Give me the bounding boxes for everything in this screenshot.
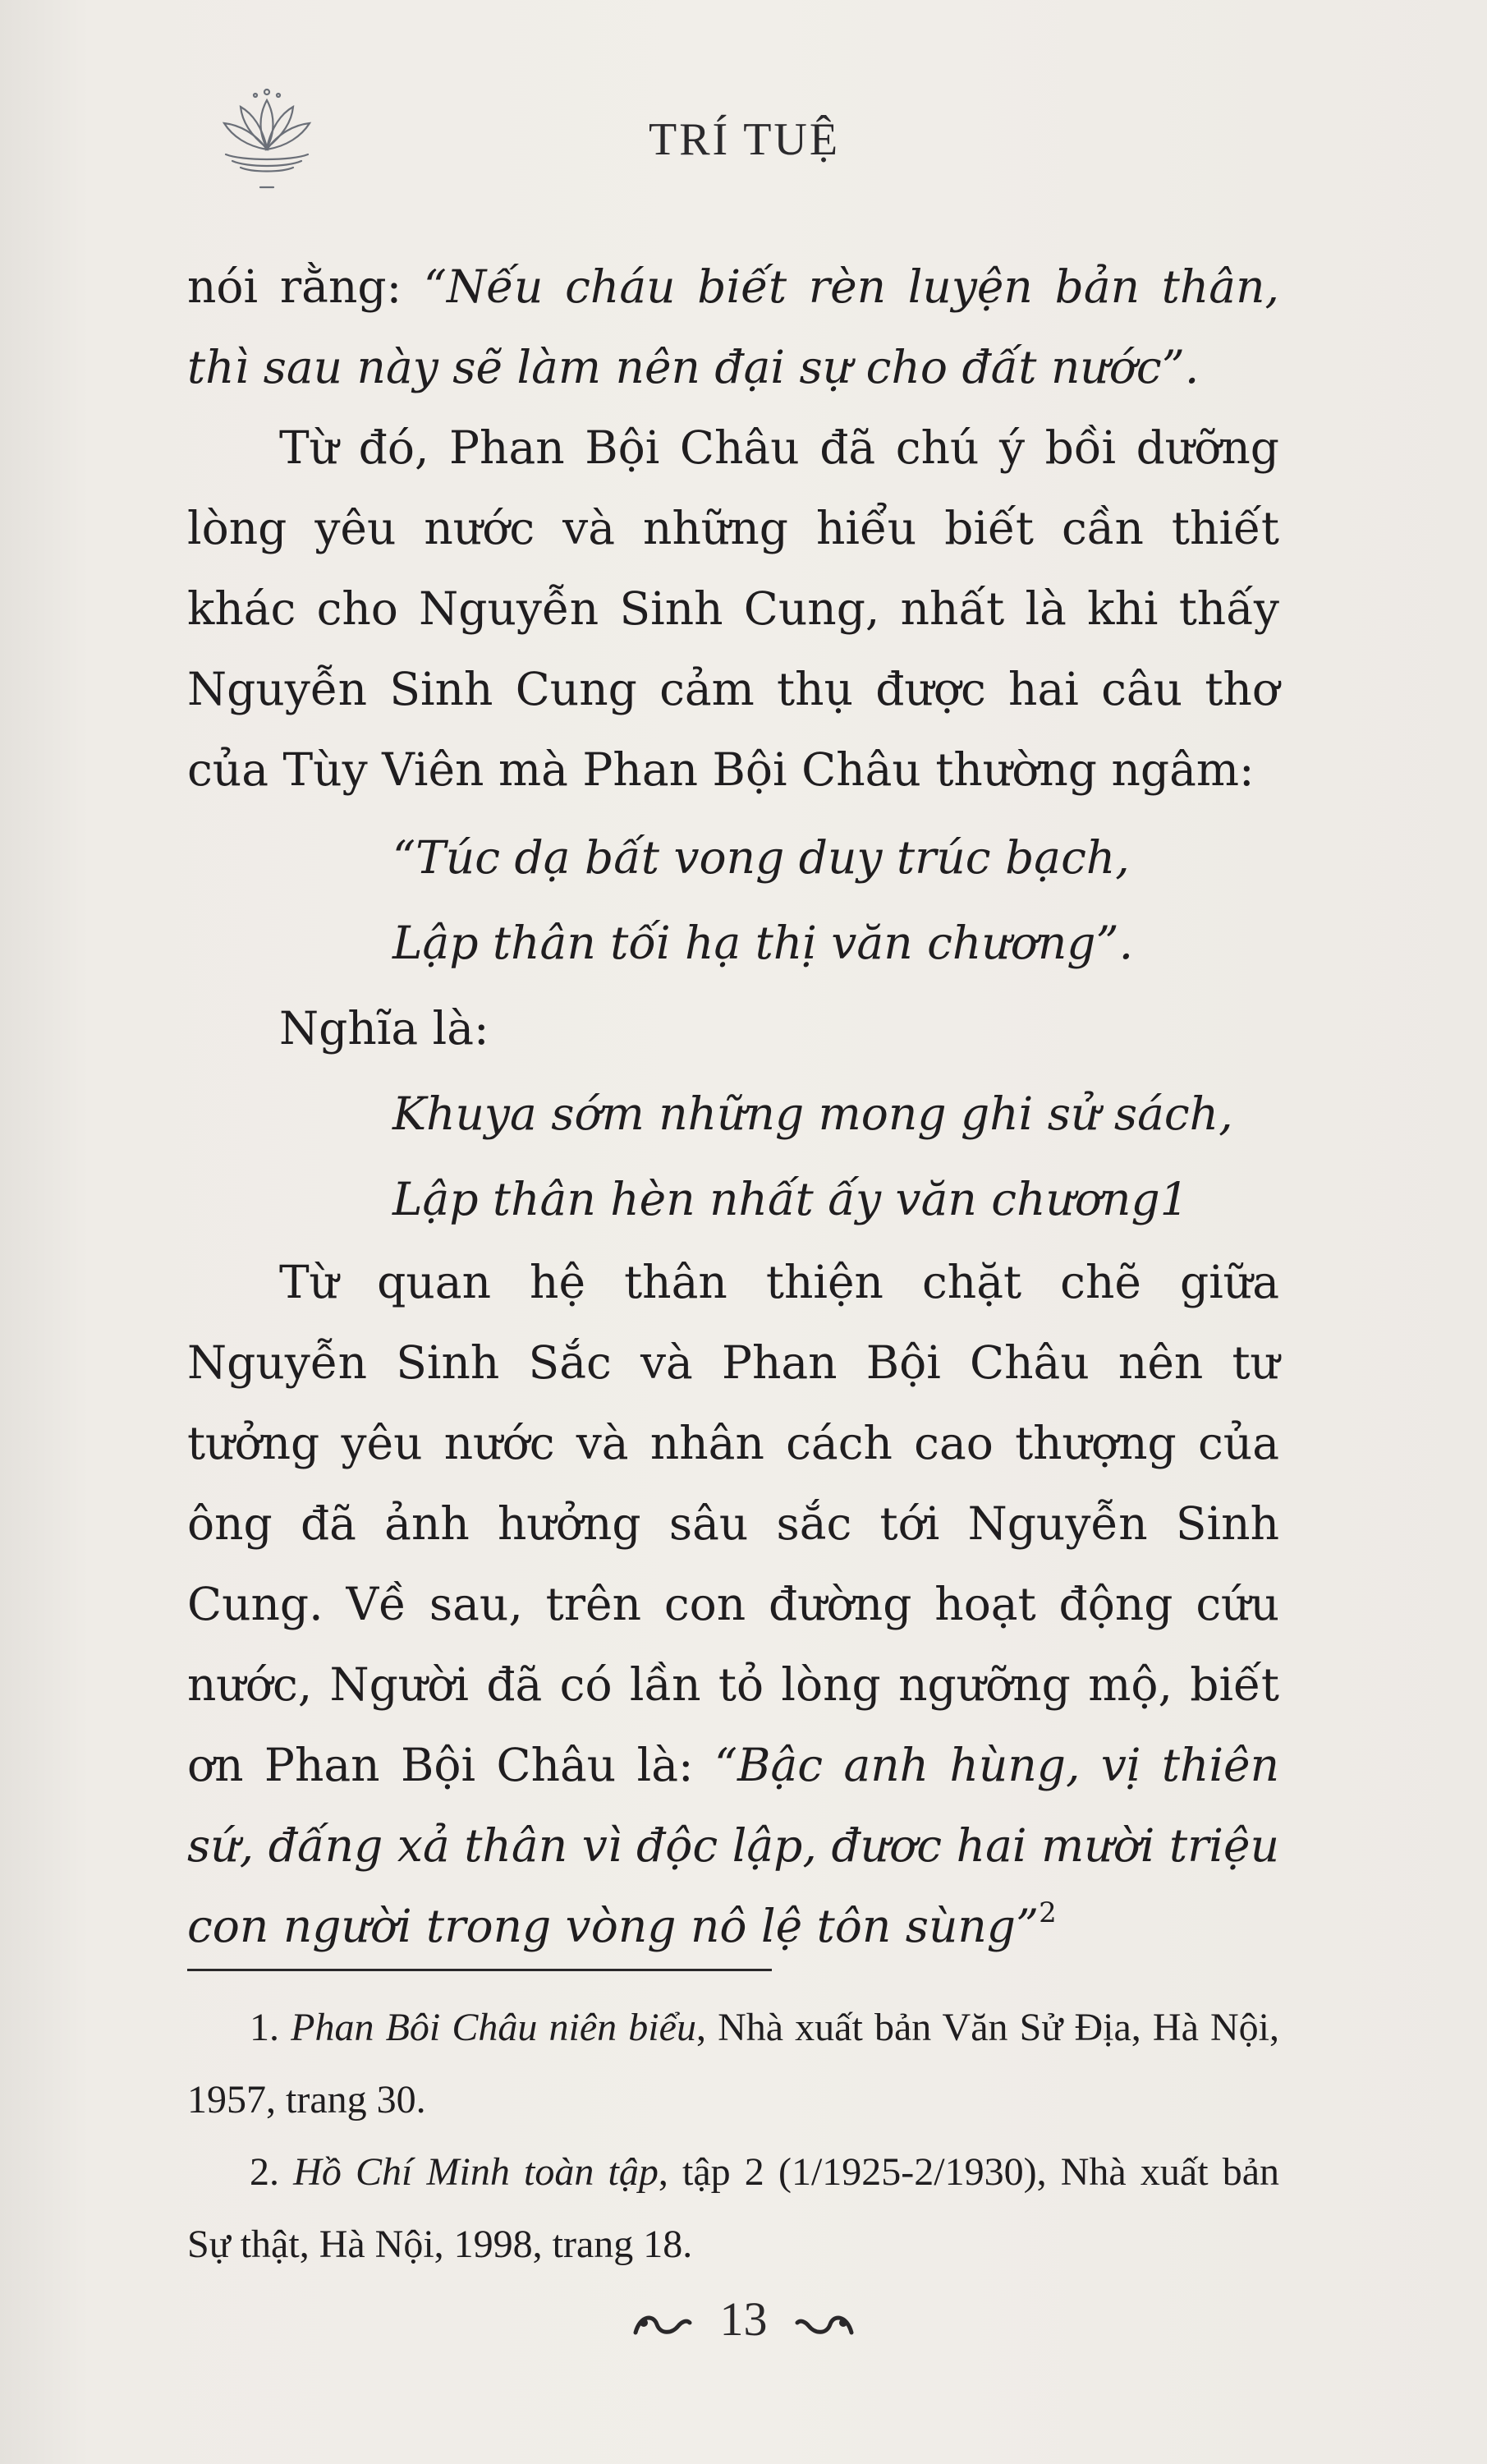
footnote-2-rest: , tập 2 (1/1925-2/1930), Nhà xuất bản Sự thật, Hà Nội, 1998, trang 18. <box>187 2150 1280 2266</box>
page-footer <box>0 2292 1487 2347</box>
verse-1-line-1: “Túc dạ bất vong duy trúc bạch, <box>392 831 1130 884</box>
verse-2-line-2: Lập thân hèn nhất ấy văn chương1 <box>392 1173 1189 1225</box>
paragraph-3-quote: “Bậc anh hùng, vị thiên sứ, đấng xả thân vì độc lập, đươc hai mười triệu con người trong vòng nô lệ tôn sùng” <box>187 1739 1280 1952</box>
footnote-ref-2: 2 <box>1039 1896 1057 1929</box>
verse-1-line-2: Lập thân tối hạ thị văn chương”. <box>392 917 1134 969</box>
running-title: TRÍ TUỆ <box>649 114 841 165</box>
paragraph-1-quote: “Nếu cháu biết rèn luyện bản thân, thì sau này sẽ làm nên đại sự cho đất nước”. <box>187 260 1279 393</box>
page-number: 13 <box>719 2292 768 2346</box>
meaning-label: Nghĩa là: <box>279 1002 489 1055</box>
verse-2-line-1: Khuya sớm những mong ghi sử sách, <box>392 1087 1233 1140</box>
flourish-left-icon <box>632 2308 693 2341</box>
page-header <box>0 82 1487 205</box>
footnote-divider <box>187 1969 772 1971</box>
paragraph-3-lead: Từ quan hệ thân thiện chặt chẽ giữa Nguyễn Sinh Sắc và Phan Bội Châu nên tư tưởng yêu nước và nhân cách cao thượng của ông đã ảnh hưởng sâu sắc tới Nguyễn Sinh Cung. Về sau, trên con đường hoạt động cứu nước, Người đã có lần tỏ lòng ngưỡng mộ, biết ơn Phan Bội Châu là: <box>187 1256 1279 1791</box>
paragraph-1 <box>187 246 1279 407</box>
footnote-2 <box>187 2136 1279 2281</box>
footnote-1-rest: , Nhà xuất bản Văn Sử Địa, Hà Nội, 1957, trang 30. <box>187 2006 1280 2122</box>
body-text <box>187 246 1279 1966</box>
paragraph-2: Từ đó, Phan Bội Châu đã chú ý bồi dưỡng lòng yêu nước và những hiểu biết cần thiết khác cho Nguyễn Sinh Cung, nhất là khi thấy Nguyễn Sinh Cung cảm thụ được hai câu thơ của Tùy Viên mà Phan Bội Châu thường ngâm: <box>187 421 1279 796</box>
footnote-1-number: 1. <box>250 2006 291 2049</box>
lotus-icon <box>209 82 324 197</box>
flourish-right-icon <box>794 2308 855 2341</box>
paragraph-1-lead: nói rằng: <box>187 260 424 313</box>
footnote-1 <box>187 1992 1279 2136</box>
paragraph-3 <box>187 1242 1279 1966</box>
footnote-2-title: Hồ Chí Minh toàn tập <box>293 2150 659 2194</box>
footnotes <box>187 1992 1279 2281</box>
footnote-2-number: 2. <box>250 2150 294 2194</box>
footnote-1-title: Phan Bôi Châu niên biểu <box>291 2006 696 2049</box>
